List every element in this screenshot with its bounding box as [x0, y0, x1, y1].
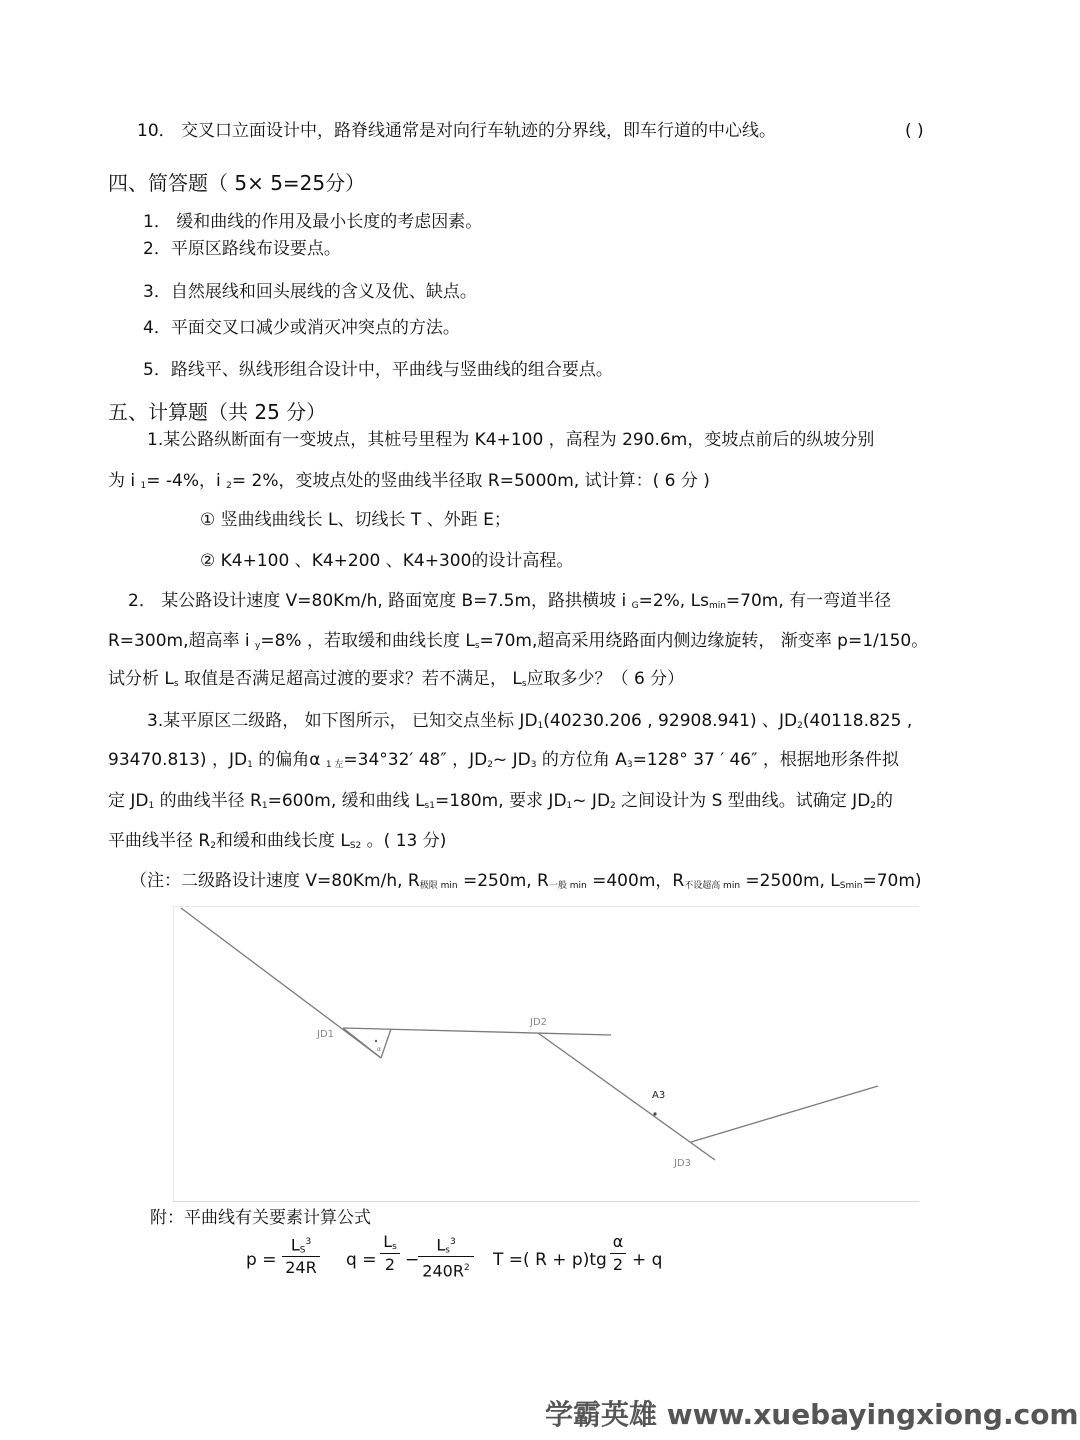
problem-3-line-1: 3.某平原区二级路， 如下图所示， 已知交点坐标 $JD_1(40230.206$ , 92908.941) 、$JD_2(40118.825$ ,	[147, 711, 913, 731]
short-answer-item-2: 2．平原区路线布设要点。	[143, 239, 341, 259]
tangent-line-jd1-jd2	[343, 1028, 611, 1035]
jd1-extension-line	[343, 1028, 381, 1058]
tangent-line-to-jd1	[181, 908, 381, 1058]
watermark: 学霸英雄 www.xuebayingxiong.com	[545, 1398, 1079, 1431]
appendix-title: 附：平曲线有关要素计算公式	[150, 1208, 371, 1228]
short-answer-item-4: 4．平面交叉口减少或消灭冲突点的方法。	[143, 318, 460, 338]
problem-2-line-3: 试分析 $L_s$ 取值是否满足超高过渡的要求？若不满足， $L_s$应取多少？（ 6 分）	[108, 669, 685, 689]
problem-3-line-2: 93470.813) ，$JD_1$ 的偏角α $_{1 左}$=34°32′ 48″ ，$JD_2\sim$ $JD_3$ 的方位角 $A_3=128^\circ$ 37 ′ 46″ ，根据地形条件拟	[108, 750, 899, 770]
jd1-angle-chord	[381, 1029, 391, 1058]
route-alignment-figure	[173, 906, 919, 1202]
short-answer-item-1: 1． 缓和曲线的作用及最小长度的考虑因素。	[143, 212, 483, 232]
route-alignment-svg	[173, 906, 919, 1202]
jd1-angle-marker	[375, 1040, 377, 1042]
problem-2-line-1: 2． 某公路设计速度 V=80Km/h, 路面宽度 B=7.5m，路拱横坡 i $_G$=2%, $Ls_{min}=70m$, 有一弯道半径	[128, 591, 892, 611]
label-jd2: JD2	[530, 1017, 548, 1028]
problem-1-line-3: ① 竖曲线曲线长 L、切线长 T 、外距 E；	[200, 510, 511, 530]
problem-1-line-4: ② K4+100 、K4+200 、K4+300的设计高程。	[200, 551, 574, 571]
short-answer-item-3: 3．自然展线和回头展线的含义及优、缺点。	[143, 282, 477, 302]
question-10-blank: ( )	[905, 121, 924, 141]
problem-3-note: （注：二级路设计速度 V=80Km/h, $R_{极限 min} =250m$, $R_{一般 min} =400m$，$R_{不设超高 min} =2500m$, $L_{Smin}=70m$)	[130, 871, 922, 891]
label-a3: A3	[652, 1090, 666, 1101]
label-jd3: JD3	[674, 1158, 692, 1169]
problem-2-line-2: R=300m,超高率 i $_y$=8% ，若取缓和曲线长度 $L_s=70m$,超高采用绕路面内侧边缘旋转， 渐变率 p=1/150。	[108, 631, 929, 651]
a3-marker	[653, 1112, 656, 1115]
tangent-line-jd2-jd3	[538, 1033, 715, 1160]
problem-1-line-2: 为 i $_1$= -4%，i $_2$= 2%，变坡点处的竖曲线半径取 R=5000m, 试计算：( 6 分 )	[108, 471, 710, 491]
tangent-line-from-jd3	[691, 1086, 878, 1142]
label-jd1: JD1	[317, 1029, 335, 1040]
short-answer-item-5: 5．路线平、纵线形组合设计中，平曲线与竖曲线的组合要点。	[143, 360, 613, 380]
problem-1-line-1: 1.某公路纵断面有一变坡点，其桩号里程为 K4+100 ，高程为 290.6m，变坡点前后的纵坡分别	[147, 430, 875, 450]
question-10-number: 10．	[137, 121, 176, 141]
label-alpha: α	[377, 1046, 381, 1053]
problem-3-line-4: 平曲线半径 $R_2$和缓和曲线长度 $L_{S2}$ 。( 13 分)	[108, 831, 447, 851]
question-10-text: 交叉口立面设计中，路脊线通常是对向行车轨迹的分界线，即车行道的中心线。	[181, 121, 777, 141]
question-10	[137, 120, 776, 142]
section-4-title: 四、简答题（ 5× 5=25分）	[108, 171, 366, 195]
problem-3-line-3: 定 $JD_1$ 的曲线半径 $R_1=600m$, 缓和曲线 $L_{s1}=180m$, 要求 $JD_1\sim$ $JD_2$ 之间设计为 S 型曲线。试确定 $JD_2$的	[108, 791, 894, 811]
section-5-title: 五、计算题（共 25 分）	[108, 400, 327, 424]
